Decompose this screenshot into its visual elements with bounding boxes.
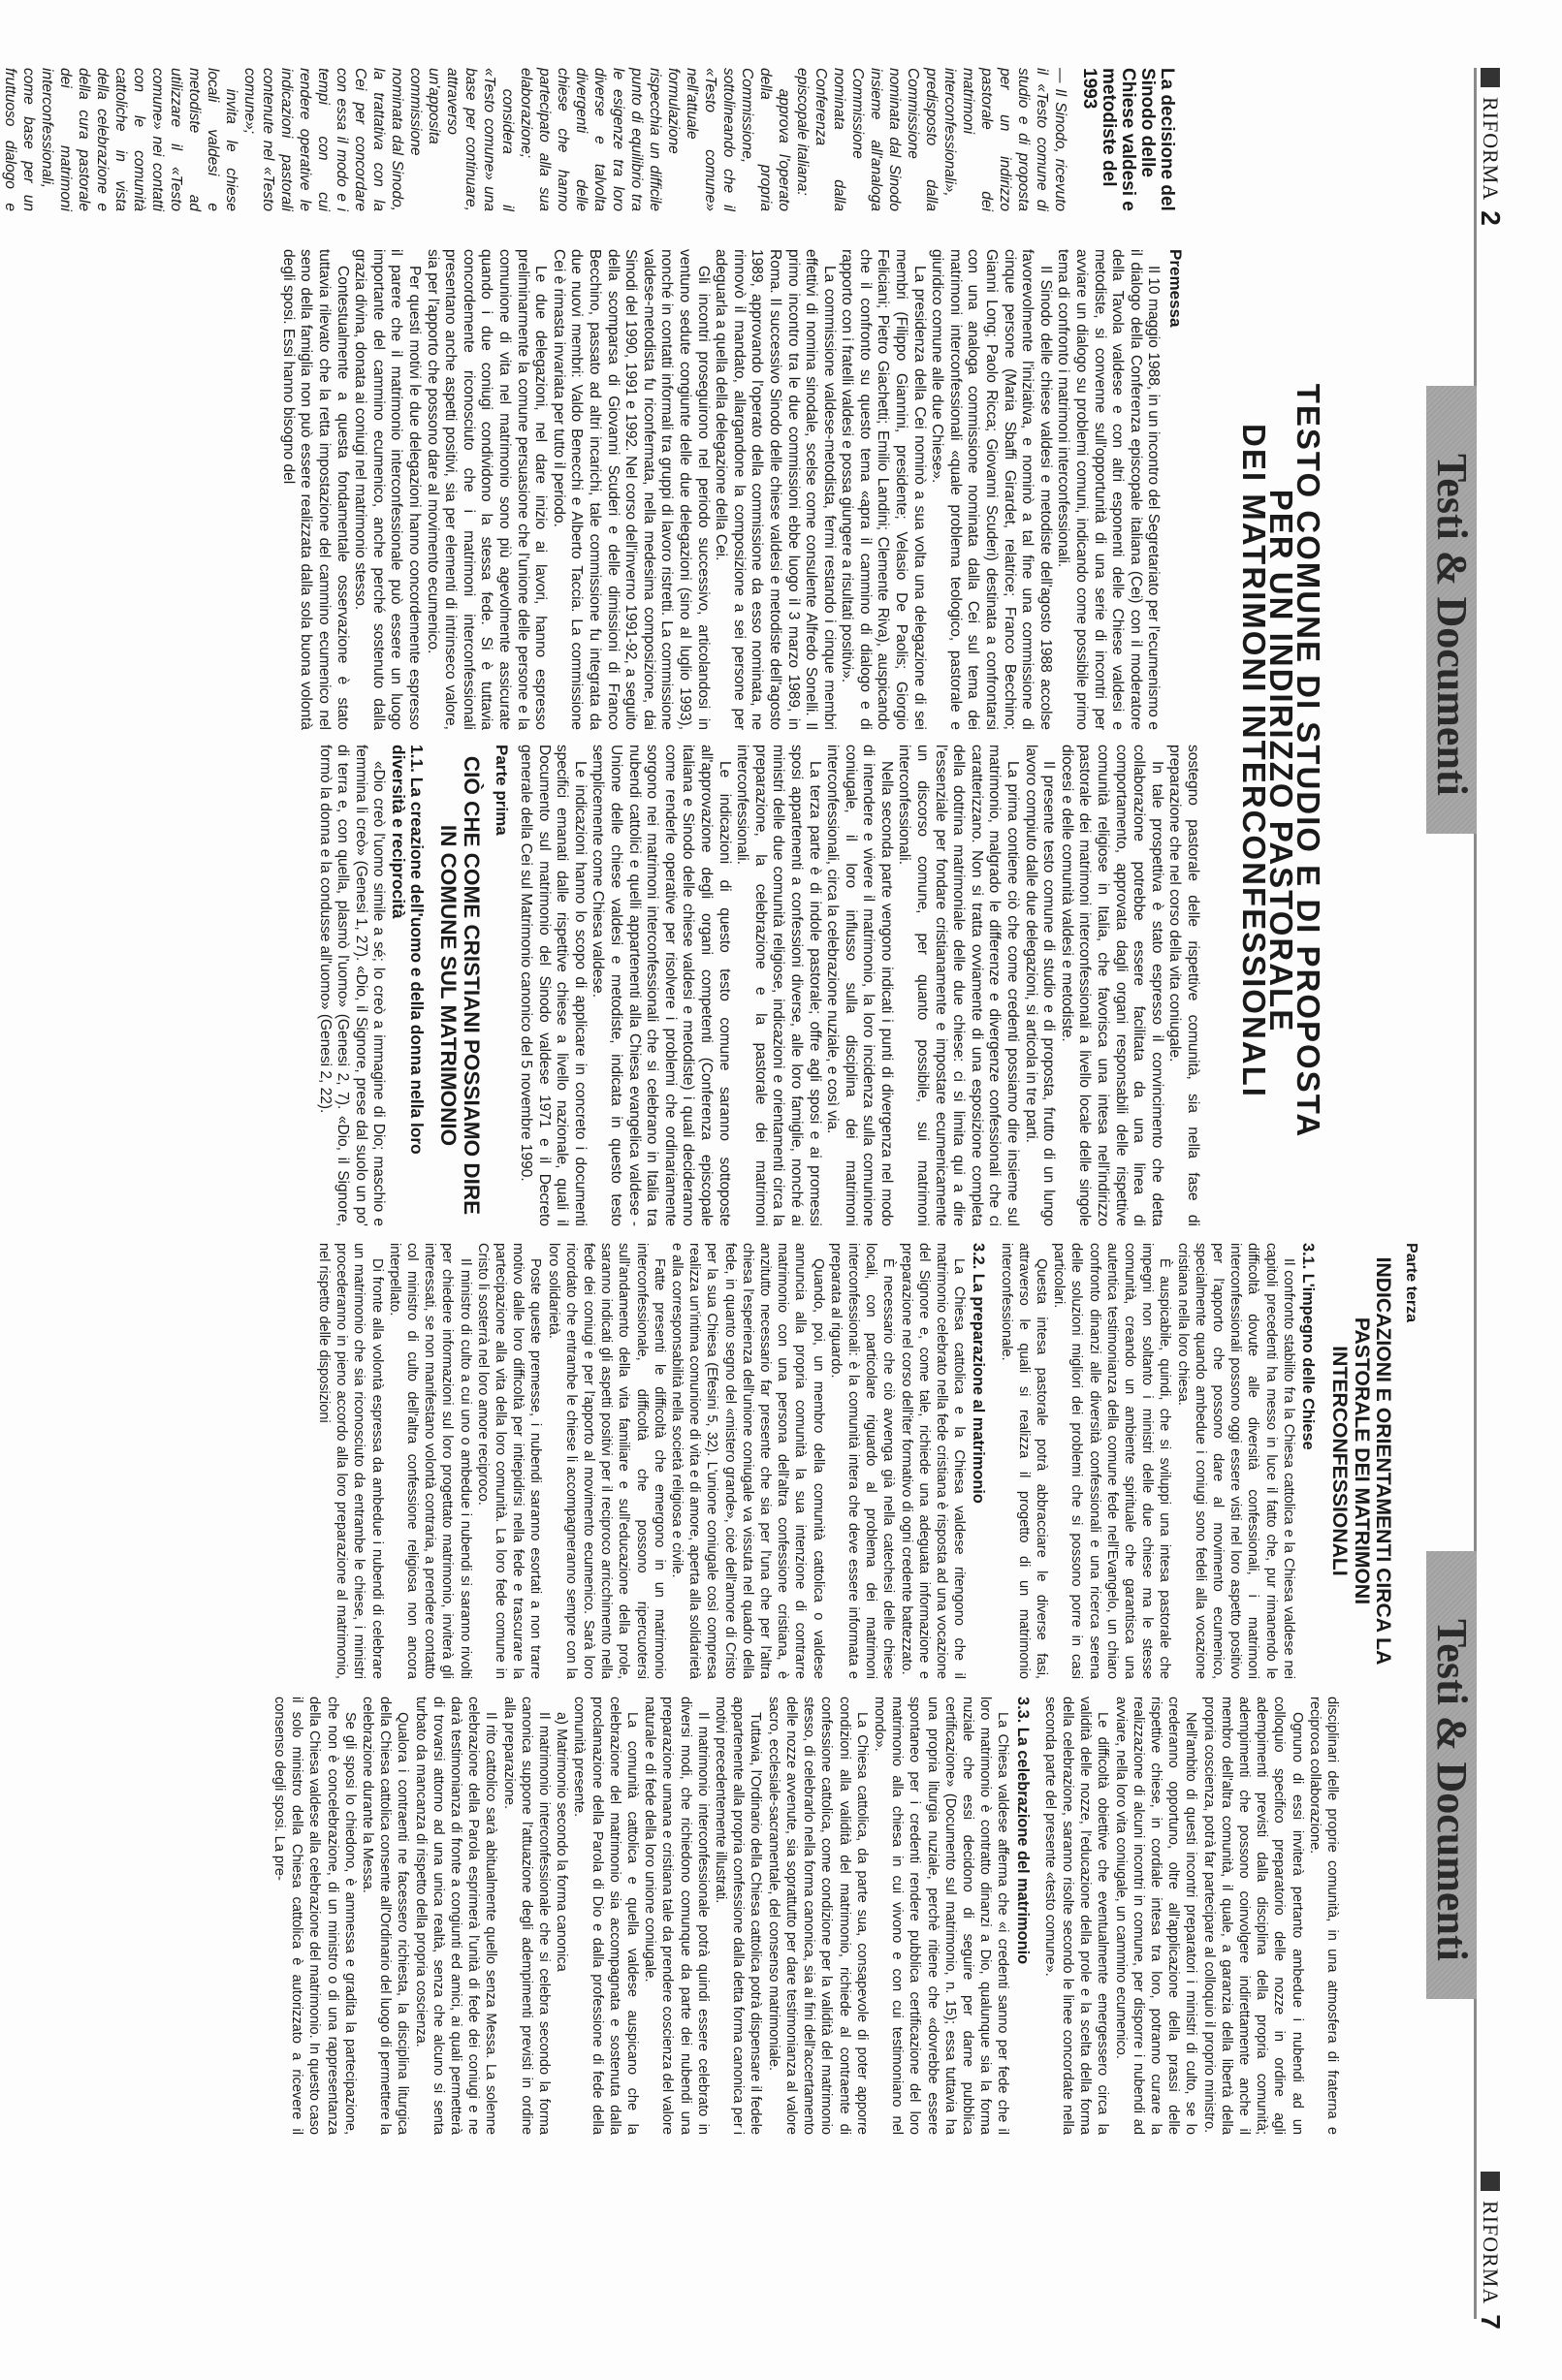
paragraph: Le difficoltà obiettive che eventualmente emergessero circa la validità delle nozze, l'educazione della prole e la scelta della forma della celebrazione, saranno risolte secondo le linee concordate nella seconda parte del presente «testo comune». xyxy=(1041,1697,1111,2135)
paragraph: Questa intesa pastorale potrà abbracciare le diverse fasi, attraverso le quali si realizza il progetto di un matrimonio interconfessionale. xyxy=(998,1243,1050,1679)
sidebar-title: La decisione del Sinodo delle Chiese valdesi e metodiste del 1993 xyxy=(1079,68,1177,211)
paragraph: Nella seconda parte vengono indicati i punti di divergenza nel modo di intendere e vivere il matrimonio, la loro incidenza sulla comunione coniugale, il loro influsso sulla disciplina dei matrimoni interconfessionali, circa la celebrazione nuziale, e così via. xyxy=(824,745,895,1226)
subsection-heading: 3.1. L'impegno delle Chiese xyxy=(1299,1243,1318,1450)
paragraph: Gli incontri proseguirono nel periodo successivo, articolandosi in ventuno sedute congiunte delle due delegazioni (sino al luglio 1993), nonché in contatti informali tra gruppi di lavoro ristretti. La commissione valdese-metodista fu riconfermata, nella medesima composizione, dai Sinodi del 1990, 1991 e 1992. Nel corso dell'inverno 1991-92, a seguito della scomparsa di Giovanni Scuderi e delle dimissioni di Franco Becchino, passato ad altri incarichi, tale commissione fu integrata da due nuovi membri: Valdo Benecchi e Alberto Taccia. La commissione Cei è rimasta invariata per tutto il periodo. xyxy=(550,249,712,730)
paragraph: In tale prospettiva è stato espresso il convincimento che detta collaborazione potrebbe essere facilitata da una linea di comportamento, approvata dagli organi responsabili delle rispettive comunità religiose in Italia, che favorisca una intesa nell'indirizzo pastorale dei matrimoni interconfessionali a livello locale delle singole diocesi e delle comunità valdesi e metodiste. xyxy=(1058,745,1165,1226)
publication-name: RIFORMA xyxy=(1479,2201,1503,2305)
article-column-1 xyxy=(75,249,1190,730)
headline-line: DEI MATRIMONI INTERCONFESSIONALI xyxy=(1236,424,1272,1098)
paragraph: Il confronto stabilito fra la Chiesa cattolica e la Chiesa valdese nei capitoli precedenti ha messo in luce il fatto che, pur rimanendo le difficoltà dovute alle diversità confessionali, i matrimoni interconfessionali possono oggi essere visti nel loro aspetto positivo per l'apporto che possono dare al movimento ecumenico, specialmente quando ambedue i coniugi sono fedeli alla vocazione cristiana nella loro chiesa. xyxy=(1174,1243,1296,1679)
headline-line: TESTO COMUNE DI STUDIO E DI PROPOSTA xyxy=(1291,383,1326,1139)
article-column-4 xyxy=(74,1697,1341,2135)
paragraph: «Dio creò l'uomo simile a sé; lo creò a immagine di Dio; maschio e femmina li creò» (Genesi 1, 27). «Dio, il Signore, prese dal suolo un po' di terra e, con quella, plasmò l'uomo» (Genesi 2, 7). «Dio, il Signore, formò la donna e la condusse all'uomo» (Genesi 2, 22). xyxy=(316,745,388,1226)
paragraph: Le indicazioni di questo testo comune saranno sottoposte all'approvazione degli organi competenti (Conferenza episcopale italiana e Sinodo delle chiese valdesi e metodiste) i quali decideranno come renderle operative per risolvere i problemi che ordinariamente sorgono nei matrimoni interconfessionali che si celebrano in Italia tra nubendi cattolici e quelli appartenenti alla Chiesa evangelica valdese - Unione delle chiese valdesi e metodiste, indicata in questo testo semplicemente come Chiesa valdese. xyxy=(590,745,733,1226)
paragraph: Il rito cattolico sarà abitualmente quello senza Messa. La solenne celebrazione della Parola esprimerà l'unità di fede dei coniugi e ne darà testimonianza di fronte a congiunti ed amici, ai quali permetterà di trovarsi attorno ad una unica realtà, senza che alcuno si senta turbato da mancanza di rispetto della propria coscienza. xyxy=(412,1697,499,2135)
page-number: 7 xyxy=(1476,2314,1506,2330)
section-label: Parte prima xyxy=(493,745,512,836)
paragraph: La Chiesa cattolica e la Chiesa valdese ritengono che il matrimonio celebrato nella fede cristiana è risposta ad una vocazione del Signore e, come tale, richiede una adeguata informazione e preparazione nel corso dell'iter formativo di ogni credente battezzato. xyxy=(898,1243,968,1679)
sidebar-paragraph: approva l'operato della propria Commissione, sottolineando che il «Testo comune» nell'attuale formulazione rispecchia un difficile punto di equilibrio tra le esigenze tra loro diverse e talvolta divergenti delle chiese che hanno partecipato alla sua elaborazione; xyxy=(518,68,792,211)
paragraph: Quando, poi, un membro della comunità cattolica o valdese annuncia alla propria comunità la sua intenzione di contrarre matrimonio con una persona dell'altra confessione cristiana, è anzitutto necessario far presente che sia per l'una che per l'altra chiesa l'esperienza dell'unione coniugale va vissuta nel quadro della fede, in quanto segno del «mistero grande», cioè dell'amore di Cristo per la sua Chiesa (Efesini 5, 32). L'unione coniugale così compresa realizza un'intima comunione di vita e di amore, aperta alla solidarietà e alla corresponsabilità nella società religiosa e civile. xyxy=(668,1243,826,1679)
paragraph: Il presente testo comune di studio e di proposta, frutto di un lungo lavoro compiuto dalle due delegazioni, si articola in tre parti. xyxy=(1022,745,1058,1226)
paragraph: Ognuno di essi inviterà pertanto ambedue i nubendi ad un colloquio specifico preparatorio delle nozze in ordine agli adempimenti previsti dalla disciplina della propria comunità; adempimenti che possono coinvolgere indirettamente anche il membro dell'altra comunità, il quale, a garanzia della libertà della propria coscienza, potrà far partecipare al colloquio il proprio ministro. xyxy=(1200,1697,1305,2135)
section-banner-right xyxy=(1426,1551,1477,1999)
paragraph: La terza parte è di indole pastorale; offre agli sposi e ai promessi sposi appartenenti a confessioni diverse, alle loro famiglie, nonché ai ministri delle due comunità religiose, indicazioni e orientamenti circa la preparazione, la celebrazione e la pastorale dei matrimoni interconfessionali. xyxy=(734,745,823,1226)
paragraph-continued: sostegno pastorale delle rispettive comunità, sia nella fase di preparazione che nel corso della vita coniugale. xyxy=(1166,745,1201,1226)
paragraph: Qualora i contraenti ne facessero richiesta, la disciplina liturgica della Chiesa cattolica consente all'Ordinario del luogo di permettere la celebrazione durante la Messa. xyxy=(360,1697,411,2135)
sidebar-paragraph: — Il Sinodo, ricevuto il «Testo comune di studio e di proposta per un indirizzo pastorale dei matrimoni interconfessionali», predisposto dalla Commissione nominata dal Sinodo insieme all'analoga Commissione nominata dalla Conferenza episcopale italiana: xyxy=(794,68,1068,211)
section-label: Parte terza xyxy=(1403,1243,1420,1323)
section-heading: CIÒ CHE COME CRISTIANI POSSIAMO DIRE IN COMUNE SUL MATRIMONIO xyxy=(436,755,484,1216)
paragraph: La comunità cattolica e quella valdese auspicano che la celebrazione del matrimonio sia accompagnata e sostenuta dalla proclamazione della Parola di Dio e dalla professione di fede della comunità presente. xyxy=(571,1697,641,2135)
article-column-3 xyxy=(74,1243,1426,1679)
section-label: Premessa xyxy=(1166,249,1185,328)
paragraph: Il matrimonio interconfessionale potrà quindi essere celebrato in diversi modi, che richiedono comunque da parte dei nubendi una preparazione umana e cristiana tale da prendere coscienza del valore naturale e di fede della loro unione coniugale. xyxy=(642,1697,711,2135)
paragraph: a) Matrimonio secondo la forma canonica xyxy=(554,1712,570,1972)
section-heading: INDICAZIONI E ORIENTAMENTI CIRCA LA PASTORALE DEI MATRIMONI INTERCONFESSIONALI xyxy=(1328,1256,1394,1666)
paragraph: La prima contiene ciò che come credenti possiamo dire insieme sul matrimonio, malgrado le differenze e divergenze confessionali che ci caratterizzano. Non si tratta ovviamente di una esposizione completa della dottrina matrimoniale delle due chiese: ci si limita qui a dire l'essenziale per fondare cristianamente e impostare ecumenicamente un discorso comune, per quanto possibile, sui matrimoni interconfessionali. xyxy=(896,745,1022,1226)
paragraph: La Chiesa cattolica, da parte sua, consapevole di poter apporre condizioni alla validità del matrimonio, richiede al contraente di confessione cattolica, come condizione per la validità del matrimonio stesso, di celebrarlo nella forma canonica, sia ai fini dell'accertamento delle nozze avvenute, sia soprattutto per dare testimonianza al valore sacro, ecclesiale-sacramentale, del consenso matrimoniale. xyxy=(765,1697,870,2135)
paragraph: Il 10 maggio 1988, in un incontro del Segretariato per l'ecumenismo e il dialogo della Conferenza episcopale italiana (Cei) con il moderatore della Tavola valdese e con altri esponenti delle Chiese valdesi e metodiste, si convenne sull'opportunità di una serie di incontri per avviare un dialogo su problemi comuni, indicando come possibile primo tema di confronto i matrimoni interconfessionali. xyxy=(1055,249,1163,730)
subsection-heading: 1.1. La creazione dell'uomo e della donna nella loro diversità e reciprocità xyxy=(389,745,427,1155)
sidebar-paragraph: considera il «Testo comune» una base per continuare, attraverso un'apposita commissione nominata dal Sinodo, la trattativa con la Cei per concordare con essa il modo e i tempi con cui rendere operative le indicazioni pastorali contenute nel «Testo comune»; xyxy=(241,68,516,211)
headline-line: PER UN INDIRIZZO PASTORALE xyxy=(1263,489,1299,1033)
section-banner-left xyxy=(1426,386,1477,834)
paragraph: Per questi motivi le due delegazioni hanno concordemente espresso il parere che il matrimonio interconfessionale può essere un luogo importante del cammino ecumenico, anche perché sostenuto dalla grazia divina, donata ai coniugi nel matrimonio stesso. xyxy=(352,249,424,730)
paragraph: Il Sinodo delle chiese valdesi e metodiste dell'agosto 1988 accolse favorevolmente l'iniziativa, e nominò a tal fine una commissione di cinque persone (Maria Sbaffi Girardet, relatrice; Franco Becchino; Gianni Long; Paolo Ricca; Giovanni Scuderi) destinata a confrontarsi con una analoga commissione nominata dalla Cei sul tema dei matrimoni interconfessionali «quale problema teologico, pastorale e giuridico comune alle due Chiese». xyxy=(929,249,1054,730)
square-bullet-icon xyxy=(1481,68,1500,87)
paragraph: Tuttavia, l'Ordinario della Chiesa cattolica potrà dispensare il fedele appartenente alla propria confessione dalla detta forma canonica per i motivi precedentemente illustrati. xyxy=(713,1697,764,2135)
paragraph: La presidenza della Cei nominò a sua volta una delegazione di sei membri (Filippo Giannini, presidente; Velasio De Paolis; Giorgio Feliciani; Pietro Giachetti; Emilio Landini; Clemente Riva), auspicando che il confronto su questo tema «apra il cammino di dialogo e di rapporto con i fratelli valdesi e possa giungere a risultati positivi». xyxy=(839,249,928,730)
paragraph: Se gli sposi lo chiedono, è ammessa e gradita la partecipazione, che non è concelebrazione, di un ministro o di una rappresentanza della Chiesa valdese alla celebrazione del matrimonio. In questo caso il solo ministro della Chiesa cattolica è autorizzato a ricevere il consenso degli sposi. La pre- xyxy=(271,1697,358,2135)
paragraph: Fatte presenti le difficoltà che emergono in un matrimonio interconfessionale, difficoltà che possono ripercuotersi sull'andamento della vita familiare e sull'educazione della prole, saranno indicati gli aspetti positivi per il reciproco arricchimento nella fede dei coniugi e per l'apporto al movimento ecumenico. Sarà loro ricordato che entrambe le chiese li accompagneranno sempre con la loro solidarietà. xyxy=(545,1243,667,1679)
paragraph: Contestualmente a questa fondamentale osservazione è stato tuttavia rilevato che la retta impostazione del cammino ecumenico nel seno della famiglia non può essere realizzata dalla sola buona volontà degli sposi. Essi hanno bisogno del xyxy=(279,249,351,730)
main-headline xyxy=(1236,291,1326,1231)
paragraph: La Chiesa valdese afferma che «i credenti sanno per fede che il loro matrimonio è contratto dinanzi a Dio, qualunque sia la forma nuziale che essi decidono di seguire per darne pubblica certificazione» (Documento sul matrimonio, n. 15); essa tuttavia ha una propria liturgia nuziale, perchè ritiene che «dovrebbe essere spontaneo per i credenti rendere pubblica certificazione del loro matrimonio alla chiesa in cui vivono e con cui testimoniano nel mondo». xyxy=(871,1697,1011,2135)
publication-name: RIFORMA xyxy=(1479,97,1503,202)
paragraph: È auspicabile, quindi, che si sviluppi una intesa pastorale che impegni non soltanto i ministri delle due chiese ma le stesse comunità, creando un ambiente spirituale che garantisca una autentica testimonianza della comune fede nell'Evangelo, un chiaro confronto dinanzi alle diversità confessionali e una ricerca serena delle soluzioni migliori dei problemi che si possono porre in casi particolari. xyxy=(1051,1243,1173,1679)
section-banner-title: Testi & Documenti xyxy=(1428,454,1476,796)
paragraph: Le indicazioni hanno lo scopo di applicare in concreto i documenti specifici emanati dalle rispettive chiese a livello nazionale, quali il Documento sul matrimonio del Sinodo valdese 1971 e il Decreto generale della Cei sul Matrimonio canonico del 5 novembre 1990. xyxy=(518,745,589,1226)
paragraph: Di fronte alla volontà espressa da ambedue i nubendi di celebrare un matrimonio che sia riconosciuto da entrambe le chiese, i ministri procederanno in pieno accordo alla loro preparazione al matrimonio, nel rispetto delle disposizioni xyxy=(315,1243,385,1679)
paragraph: Il ministro di culto a cui uno o ambedue i nubendi si saranno rivolti per chiedere informazioni sul loro progettato matrimonio, inviterà gli interessati, se non manifestano volontà contraria, a prendere contatto col ministro di culto dell'altra confessione religiosa non ancora interpellato. xyxy=(386,1243,473,1679)
paragraph: Le due delegazioni, nel dare inizio ai lavori, hanno espresso preliminarmente la comune persuasione che l'unione delle persone e la comunione di vita nel matrimonio sono più agevolmente assicurate quando i due coniugi condividono la stessa fede. Si è tuttavia concordemente riconosciuto che i matrimoni interconfessionali presentano anche aspetti positivi, sia per elementi di intrinseco valore, sia per l'apporto che possono dare al movimento ecumenico. xyxy=(424,249,550,730)
subsection-heading: 3.2. La preparazione al matrimonio xyxy=(970,1243,988,1504)
paragraph: È necessario che ciò avvenga già nella catechesi delle chiese locali, con particolare riguardo al problema dei matrimoni interconfessionali: è la comunità intera che deve essere informata e preparata al riguardo. xyxy=(827,1243,897,1679)
folio-right xyxy=(1475,2172,1506,2330)
folio-left xyxy=(1475,68,1506,226)
subsection-heading: 3.3. La celebrazione del matrimonio xyxy=(1013,1697,1032,1965)
paragraph: La commissione valdese-metodista, fermi restando i cinque membri effettivi di nomina sinodale, scelse come consulente Alfredo Sonelli. Il primo incontro tra le due commissioni ebbe luogo il 3 marzo 1989, in Roma. Il successivo Sinodo delle chiese valdesi e metodiste dell'agosto 1989, approvando l'operato della commissione da esso nominata, ne rinnovò il mandato, allargandone la composizione a sei persone per adeguarla a quella della delegazione della Cei. xyxy=(713,249,838,730)
paragraph: Nell'ambito di questi incontri preparatori i ministri di culto, se lo crederanno opportuno, oltre all'applicazione della prassi delle rispettive chiese, in cordiale intesa tra loro, potranno curare la realizzazione di alcuni incontri in comune, per disporre i nubendi ad avviare, nella loro vita coniugale, un cammino ecumenico. xyxy=(1112,1697,1199,2135)
sidebar-synod-decision xyxy=(2,68,1177,211)
paragraph-continued: disciplinari delle proprie comunità, in una atmosfera di fraterna e reciproca collaborazione. xyxy=(1306,1697,1340,2135)
paragraph: Poste queste premesse, i nubendi saranno esortati a non trarre motivo dalle loro difficoltà per intiepidirsi nella fede e trascurare la partecipazione alla vita della loro comunità. La loro fede comune in Cristo li sosterrà nel loro amore reciproco. xyxy=(474,1243,544,1679)
section-banner-title: Testi & Documenti xyxy=(1428,1619,1476,1961)
square-bullet-icon xyxy=(1481,2172,1500,2191)
page-number: 2 xyxy=(1476,210,1506,226)
paragraph: Il matrimonio interconfessionale che si celebra secondo la forma canonica suppone l'attuazione degli adempimenti previsti in ordine alla preparazione. xyxy=(500,1697,553,2135)
sidebar-paragraph: invita le chiese locali valdesi e metodiste ad utilizzare il «Testo comune» nei contatti con le comunità cattoliche in vista della celebrazione e della cura pastorale dei matrimoni interconfessionali, come base per un fruttuoso dialogo e xyxy=(2,68,239,211)
article-column-2 xyxy=(75,745,1201,1226)
